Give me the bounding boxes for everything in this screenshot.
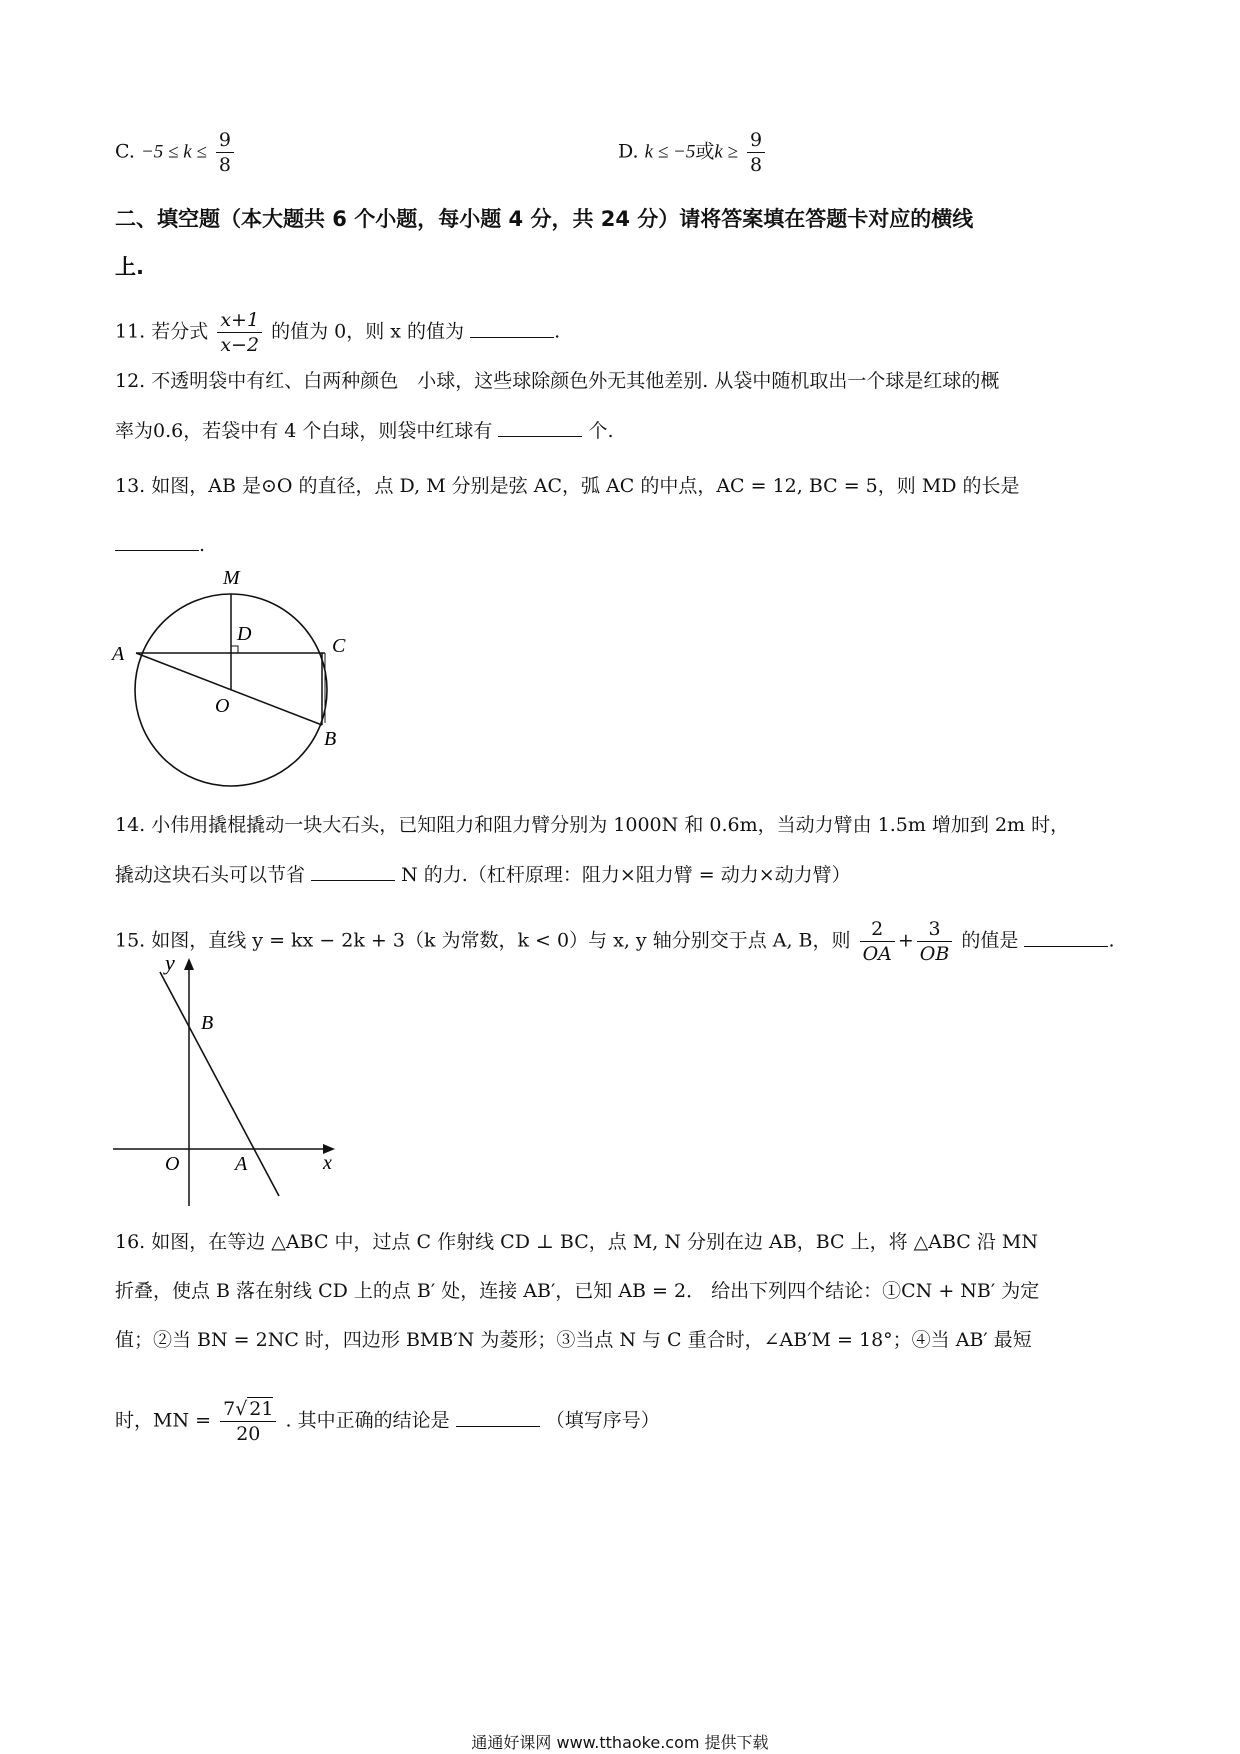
section-heading-line1: 二、填空题（本大题共 6 个小题，每小题 4 分，共 24 分）请将答案填在答题卡对应的横线	[115, 207, 974, 231]
y-axis-arrow-icon	[184, 958, 194, 970]
q16-fraction: $\frac{7√ 21}{20}$	[220, 1397, 276, 1446]
question-16-line4: 时，MN = $\frac{7√ 21}{20}$ . 其中正确的结论是 （填写序号）	[115, 1398, 660, 1445]
question-16-line3: 值；②当 BN = 2NC 时，四边形 BMB′N 为菱形；③当点 N 与 C 重合时，∠AB′M = 18°；④当 AB′ 最短	[115, 1329, 1032, 1351]
q11-fraction: $\frac{x+1}{x-2}$	[217, 308, 262, 357]
question-14-line2: 撬动这块石头可以节省 N 的力.（杠杆原理：阻力×阻力臂 = 动力×动力臂）	[115, 864, 851, 886]
q13-circle-diagram	[110, 560, 370, 800]
q14-answer-blank[interactable]	[311, 862, 395, 881]
question-14-line1: 14. 小伟用撬棍撬动一块大石头，已知阻力和阻力臂分别为 1000N 和 0.6m，当动力臂由 1.5m 增加到 2m 时，	[115, 814, 1070, 836]
label-y: y	[165, 950, 175, 975]
label-d: D	[237, 623, 252, 645]
section-heading-line2: 上.	[115, 255, 144, 279]
option-d: D. k ≤ −5或k ≥ $\frac{9}{8}$	[618, 128, 768, 177]
q15-fraction-2: $\frac{3}{OB}$	[917, 917, 953, 966]
label-o: O	[165, 1153, 180, 1175]
question-11: 11. 若分式 $\frac{x+1}{x-2}$ 的值为 0，则 x 的值为 .	[115, 309, 561, 356]
q15-answer-blank[interactable]	[1024, 928, 1108, 947]
q13-answer-blank[interactable]	[115, 532, 199, 551]
q11-answer-blank[interactable]	[470, 319, 554, 338]
right-angle-mark	[231, 646, 238, 653]
option-c: C. −5 ≤ k ≤ $\frac{9}{8}$	[115, 128, 237, 177]
question-13-line1: 13. 如图，AB 是⊙O 的直径，点 D, M 分别是弦 AC，弧 AC 的中点，AC = 12, BC = 5，则 MD 的长是	[115, 475, 1020, 497]
question-12-line1: 12. 不透明袋中有红、白两种颜色 小球，这些球除颜色外无其他差别. 从袋中随机取出一个球是红球的概	[115, 370, 1000, 392]
question-16-line2: 折叠，使点 B 落在射线 CD 上的点 B′ 处，连接 AB′，已知 AB = 2． 给出下列四个结论：①CN + NB′ 为定	[115, 1280, 1040, 1302]
label-a: A	[235, 1153, 248, 1175]
q15-fraction-1: $\frac{2}{OA}$	[860, 917, 895, 966]
label-m: M	[223, 567, 240, 589]
question-15: 15. 如图，直线 y = kx − 2k + 3（k 为常数，k < 0）与 x, y 轴分别交于点 A, B，则 $\frac{2}{OA}$ + $\frac{3}{OB}$ 的值是 .	[115, 918, 1115, 965]
label-c: C	[332, 635, 346, 657]
label-x: x	[323, 1152, 332, 1174]
option-d-fraction: $\frac{9}{8}$	[747, 128, 765, 177]
question-16-line1: 16. 如图，在等边 △ABC 中，过点 C 作射线 CD ⊥ BC，点 M, N 分别在边 AB，BC 上，将 △ABC 沿 MN	[115, 1231, 1038, 1253]
question-12-line2: 率为0.6，若袋中有 4 个白球，则袋中红球有 个.	[115, 420, 614, 442]
label-b: B	[324, 728, 337, 750]
option-c-fraction: $\frac{9}{8}$	[216, 128, 234, 177]
q16-answer-blank[interactable]	[456, 1408, 540, 1427]
label-b: B	[201, 1012, 214, 1034]
q15-coordinate-diagram	[105, 950, 345, 1215]
footer-source: 通通好课网 www.tthaoke.com 提供下载	[471, 1733, 769, 1752]
option-c-inequality: −5 ≤ k ≤	[140, 141, 207, 163]
label-o: O	[215, 695, 230, 717]
label-a: A	[112, 643, 125, 665]
q12-answer-blank[interactable]	[498, 418, 582, 437]
question-13-line2: .	[115, 532, 205, 558]
